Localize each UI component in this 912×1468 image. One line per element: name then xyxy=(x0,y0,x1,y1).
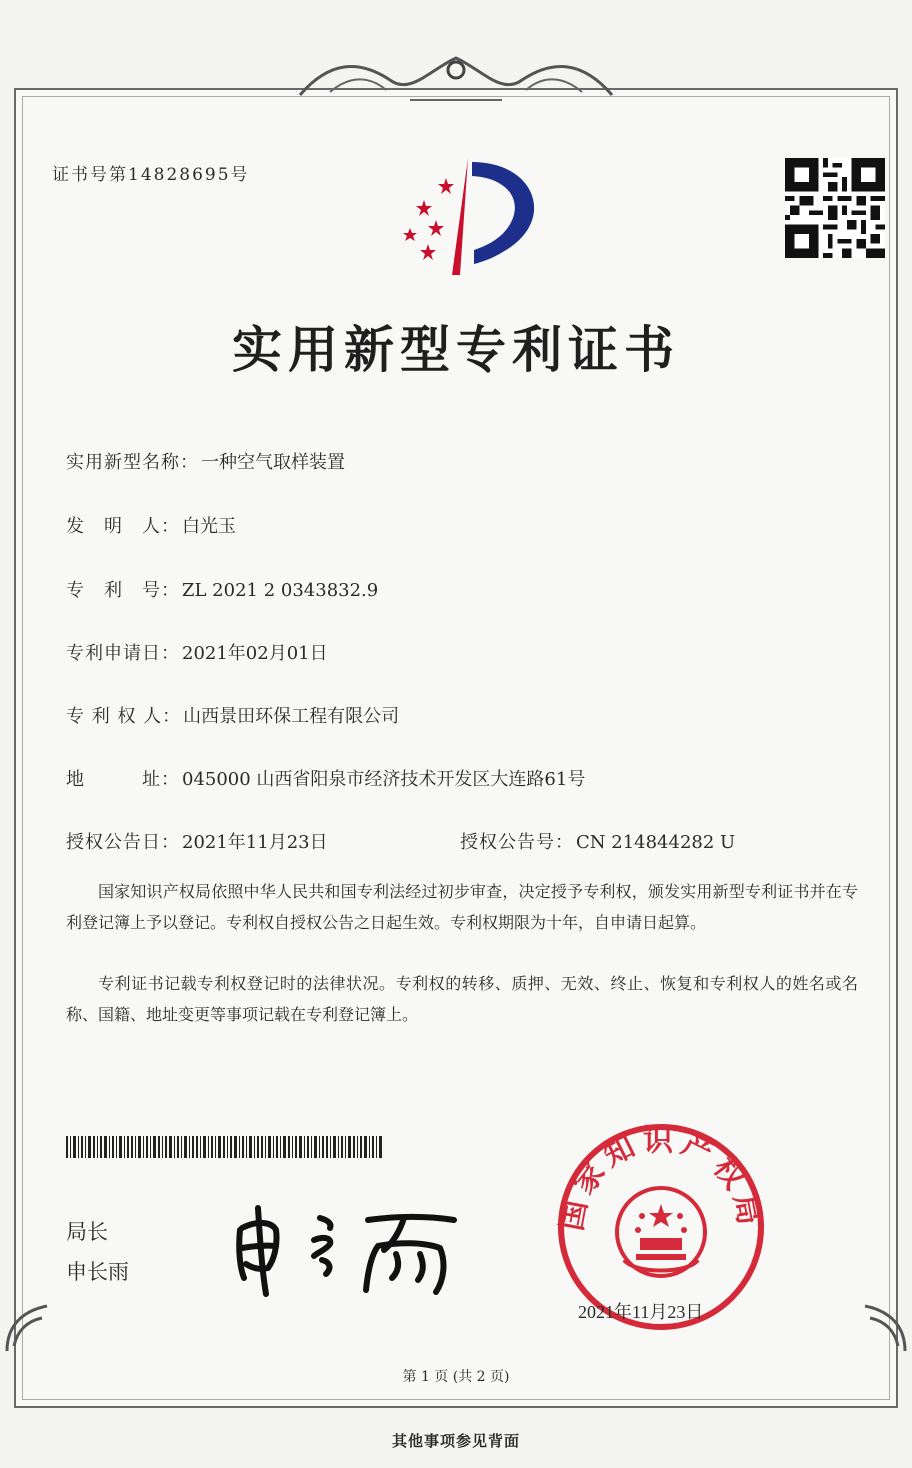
national-emblem-icon xyxy=(617,1188,705,1276)
signatory-title: 局长 xyxy=(66,1220,108,1244)
application-date-value: 2021年02月01日 xyxy=(182,643,328,664)
qr-code-icon xyxy=(782,158,888,258)
address-label: 地 址： xyxy=(66,769,180,790)
handwritten-signature xyxy=(228,1190,468,1300)
address-row xyxy=(66,765,585,791)
utility-model-name-row xyxy=(66,448,345,474)
inventor-label: 发 明 人： xyxy=(66,516,180,537)
utility-model-name-label: 实用新型名称： xyxy=(66,452,199,473)
seal-date: 2021年11月23日 xyxy=(578,1302,704,1322)
seal-text: 国家知识产权局 xyxy=(554,1123,768,1234)
grant-date-row xyxy=(66,828,328,854)
grant-number-row xyxy=(460,828,735,854)
barcode-icon xyxy=(66,1136,384,1158)
patentee-label: 专 利 权 人： xyxy=(66,706,182,727)
patentee-row xyxy=(66,702,399,728)
address-value: 045000 山西省阳泉市经济技术开发区大连路61号 xyxy=(182,769,586,790)
cnipa-logo-icon xyxy=(386,150,546,280)
certificate-number: 证书号第14828695号 xyxy=(52,165,250,185)
inventor-row xyxy=(66,512,236,538)
signatory-name: 申长雨 xyxy=(66,1260,129,1284)
statement-paragraph-1: 国家知识产权局依照中华人民共和国专利法经过初步审查，决定授予专利权，颁发实用新型专利证书并在专利登记簿上予以登记。专利权自授权公告之日起生效。专利权期限为十年，自申请日起算。 xyxy=(66,882,858,932)
patent-number-value: ZL 2021 2 0343832.9 xyxy=(182,580,379,601)
grant-date-value: 2021年11月23日 xyxy=(182,832,328,853)
top-ornament-icon xyxy=(290,40,622,110)
application-date-label: 专利申请日： xyxy=(66,643,180,664)
patent-number-label: 专 利 号： xyxy=(66,580,180,601)
corner-ornament-left-icon xyxy=(2,1296,62,1356)
patentee-value: 山西景田环保工程有限公司 xyxy=(183,706,400,727)
certificate-title: 实用新型专利证书 xyxy=(232,321,680,379)
patent-number-row xyxy=(66,576,378,602)
statement-paragraph-2: 专利证书记载专利权登记时的法律状况。专利权的转移、质押、无效、终止、恢复和专利权人的姓名或名称、国籍、地址变更等事项记载在专利登记簿上。 xyxy=(66,974,858,1024)
corner-ornament-right-icon xyxy=(850,1296,910,1356)
utility-model-name-value: 一种空气取样装置 xyxy=(201,452,345,473)
grant-number-value: CN 214844282 U xyxy=(576,832,736,853)
page-number: 第 1 页 (共 2 页) xyxy=(402,1369,510,1385)
grant-number-label: 授权公告号： xyxy=(460,832,574,853)
grant-date-label: 授权公告日： xyxy=(66,832,180,853)
back-page-note: 其他事项参见背面 xyxy=(391,1432,520,1450)
inventor-value: 白光玉 xyxy=(182,516,236,537)
application-date-row xyxy=(66,639,328,665)
